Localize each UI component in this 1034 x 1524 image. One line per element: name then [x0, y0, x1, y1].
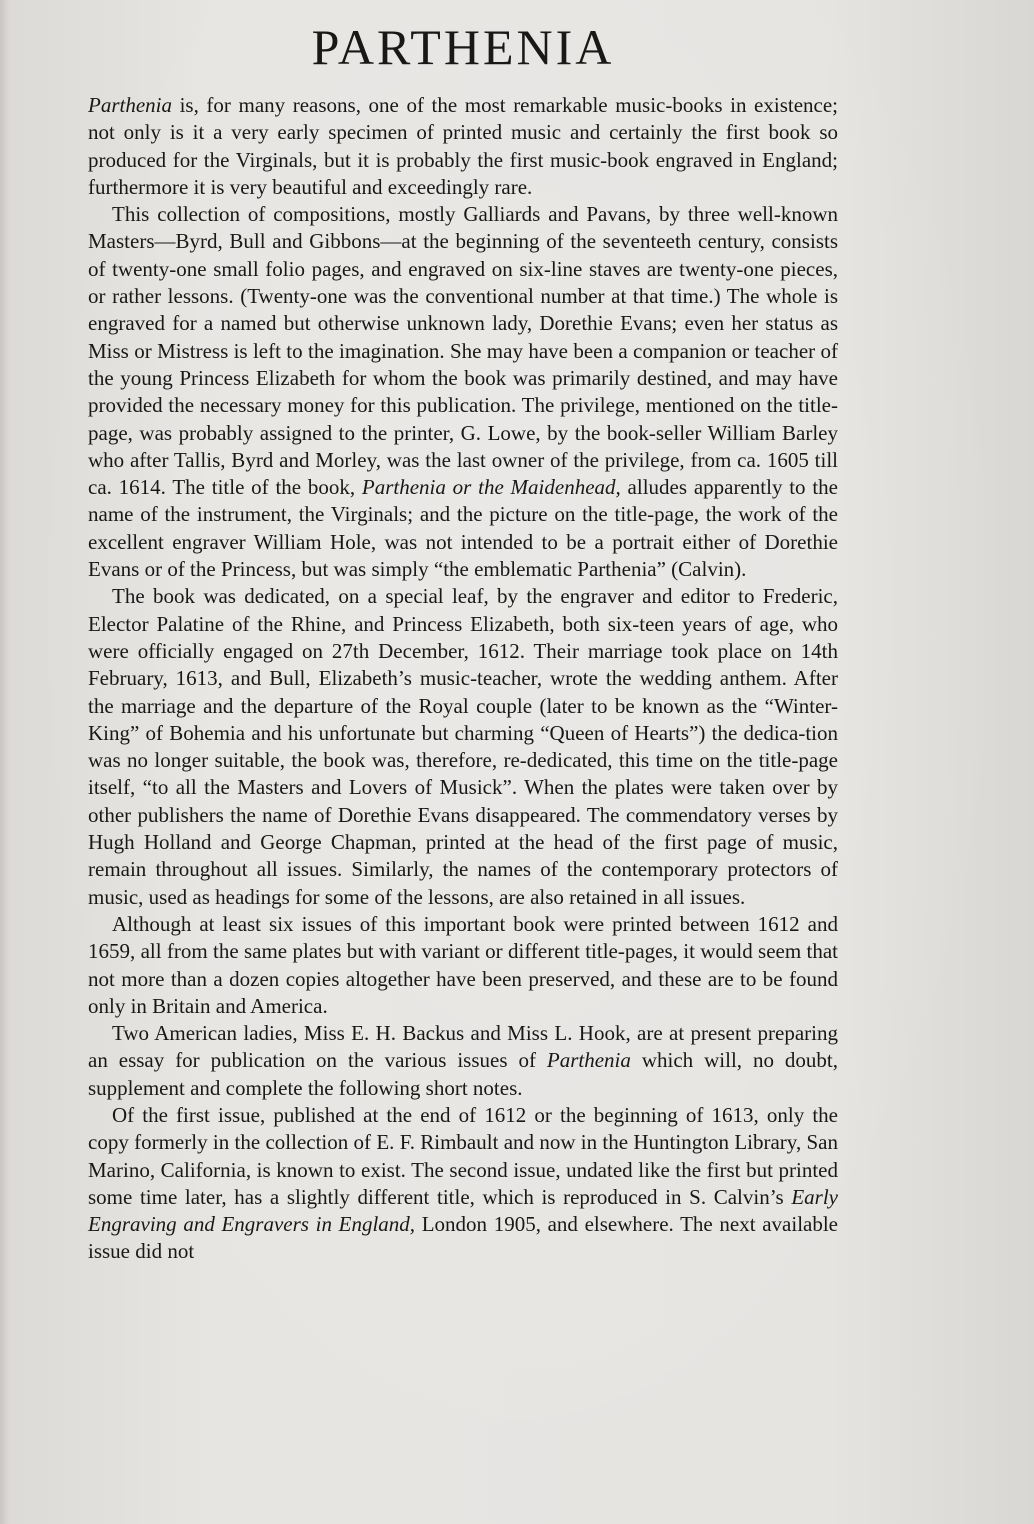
- paragraph-5: [88, 1020, 838, 1102]
- book-title-italic: Parthenia: [88, 93, 172, 117]
- book-title-italic: Parthenia or the Maidenhead,: [361, 475, 621, 500]
- paragraph-1: [88, 92, 838, 201]
- paragraph-4: [88, 911, 838, 1020]
- page-title: PARTHENIA: [311, 19, 615, 75]
- paragraph-6: [88, 1102, 838, 1266]
- body-text: [88, 92, 838, 1266]
- paragraph-text: alludes apparently to the name of the instrument, the Virginals; and the picture on the title-page, the work of the excellent engraver William Hole, was not intended to be a portrait either of Dorethie Evans or of the Princess, but was simply “the emblematic Parthenia” (Calvin).: [88, 475, 838, 582]
- paragraph-text: Two American ladies, Miss E. H. Backus and Miss L. Hook, are at present preparing an essay for publication on the various issues of: [88, 1021, 838, 1073]
- paragraph-text: London 1905, and elsewhere. The next available issue did not: [88, 1212, 838, 1264]
- paragraph-text: which will, no doubt, supplement and complete the following short notes.: [88, 1048, 838, 1100]
- paragraph-text: is, for many reasons, one of the most remarkable music-books in existence; not only is it a very early specimen of printed music and certainly the first book so produced for the Virginals, but it is probably the first music-book engraved in England; furthermore it is very beautiful and exceedingly rare.: [88, 93, 838, 199]
- book-title-italic: Parthenia: [546, 1048, 631, 1073]
- paragraph-text: This collection of compositions, mostly Galliards and Pavans, by three well-known Masters—Byrd, Bull and Gibbons—at the beginning of the seventeeth century, consists of twenty-one small folio pages, and engraved on six-line staves are twenty-one pieces, or rather lessons. (Twenty-one was the conventional number at that time.) The whole is engraved for a named but otherwise unknown lady, Dorethie Evans; even her status as Miss or Mistress is left to the imagination. She may have been a companion or teacher of the young Princess Elizabeth for whom the book was primarily destined, and may have provided the necessary money for this publication. The privilege, mentioned on the title-page, was probably assigned to the printer, G. Lowe, by the book-seller William Barley who after Tallis, Byrd and Morley, was the last owner of the privilege, from ca. 1605 till ca. 1614. The title of the book,: [88, 202, 838, 500]
- paragraph-3: [88, 583, 838, 911]
- book-title-italic: Early Engraving and Engravers in England,: [88, 1184, 838, 1237]
- paragraph-text: The book was dedicated, on a special leaf, by the engraver and editor to Frederic, Elector Palatine of the Rhine, and Princess Elizabeth, both six-teen years of age, who were officially engaged on 27th December, 1612. Their marriage took place on 14th February, 1613, and Bull, Elizabeth’s music-teacher, wrote the wedding anthem. After the marriage and the departure of the Royal couple (later to be known as the “Winter-King” of Bohemia and his unfortunate but charming “Queen of Hearts”) the dedica-tion was no longer suitable, the book was, therefore, re-dedicated, this time on the title-page itself, “to all the Masters and Lovers of Musick”. When the plates were taken over by other publishers the name of Dorethie Evans disappeared. The commendatory verses by Hugh Holland and George Chapman, printed at the head of the first page of music, remain throughout all issues. Similarly, the names of the contemporary protectors of music, used as headings for some of the lessons, are also retained in all issues.: [88, 584, 838, 909]
- paragraph-text: Although at least six issues of this important book were printed between 1612 and 1659, all from the same plates but with variant or different title-pages, it would seem that not more than a dozen copies altogether have been preserved, and these are to be found only in Britain and America.: [88, 911, 838, 1018]
- paragraph-text: Of the first issue, published at the end of 1612 or the beginning of 1613, only the copy formerly in the collection of E. F. Rimbault and now in the Huntington Library, San Marino, California, is known to exist. The second issue, undated like the first but printed some time later, has a slightly different title, which is reproduced in S. Calvin’s: [88, 1102, 838, 1209]
- paragraph-2: [88, 201, 838, 583]
